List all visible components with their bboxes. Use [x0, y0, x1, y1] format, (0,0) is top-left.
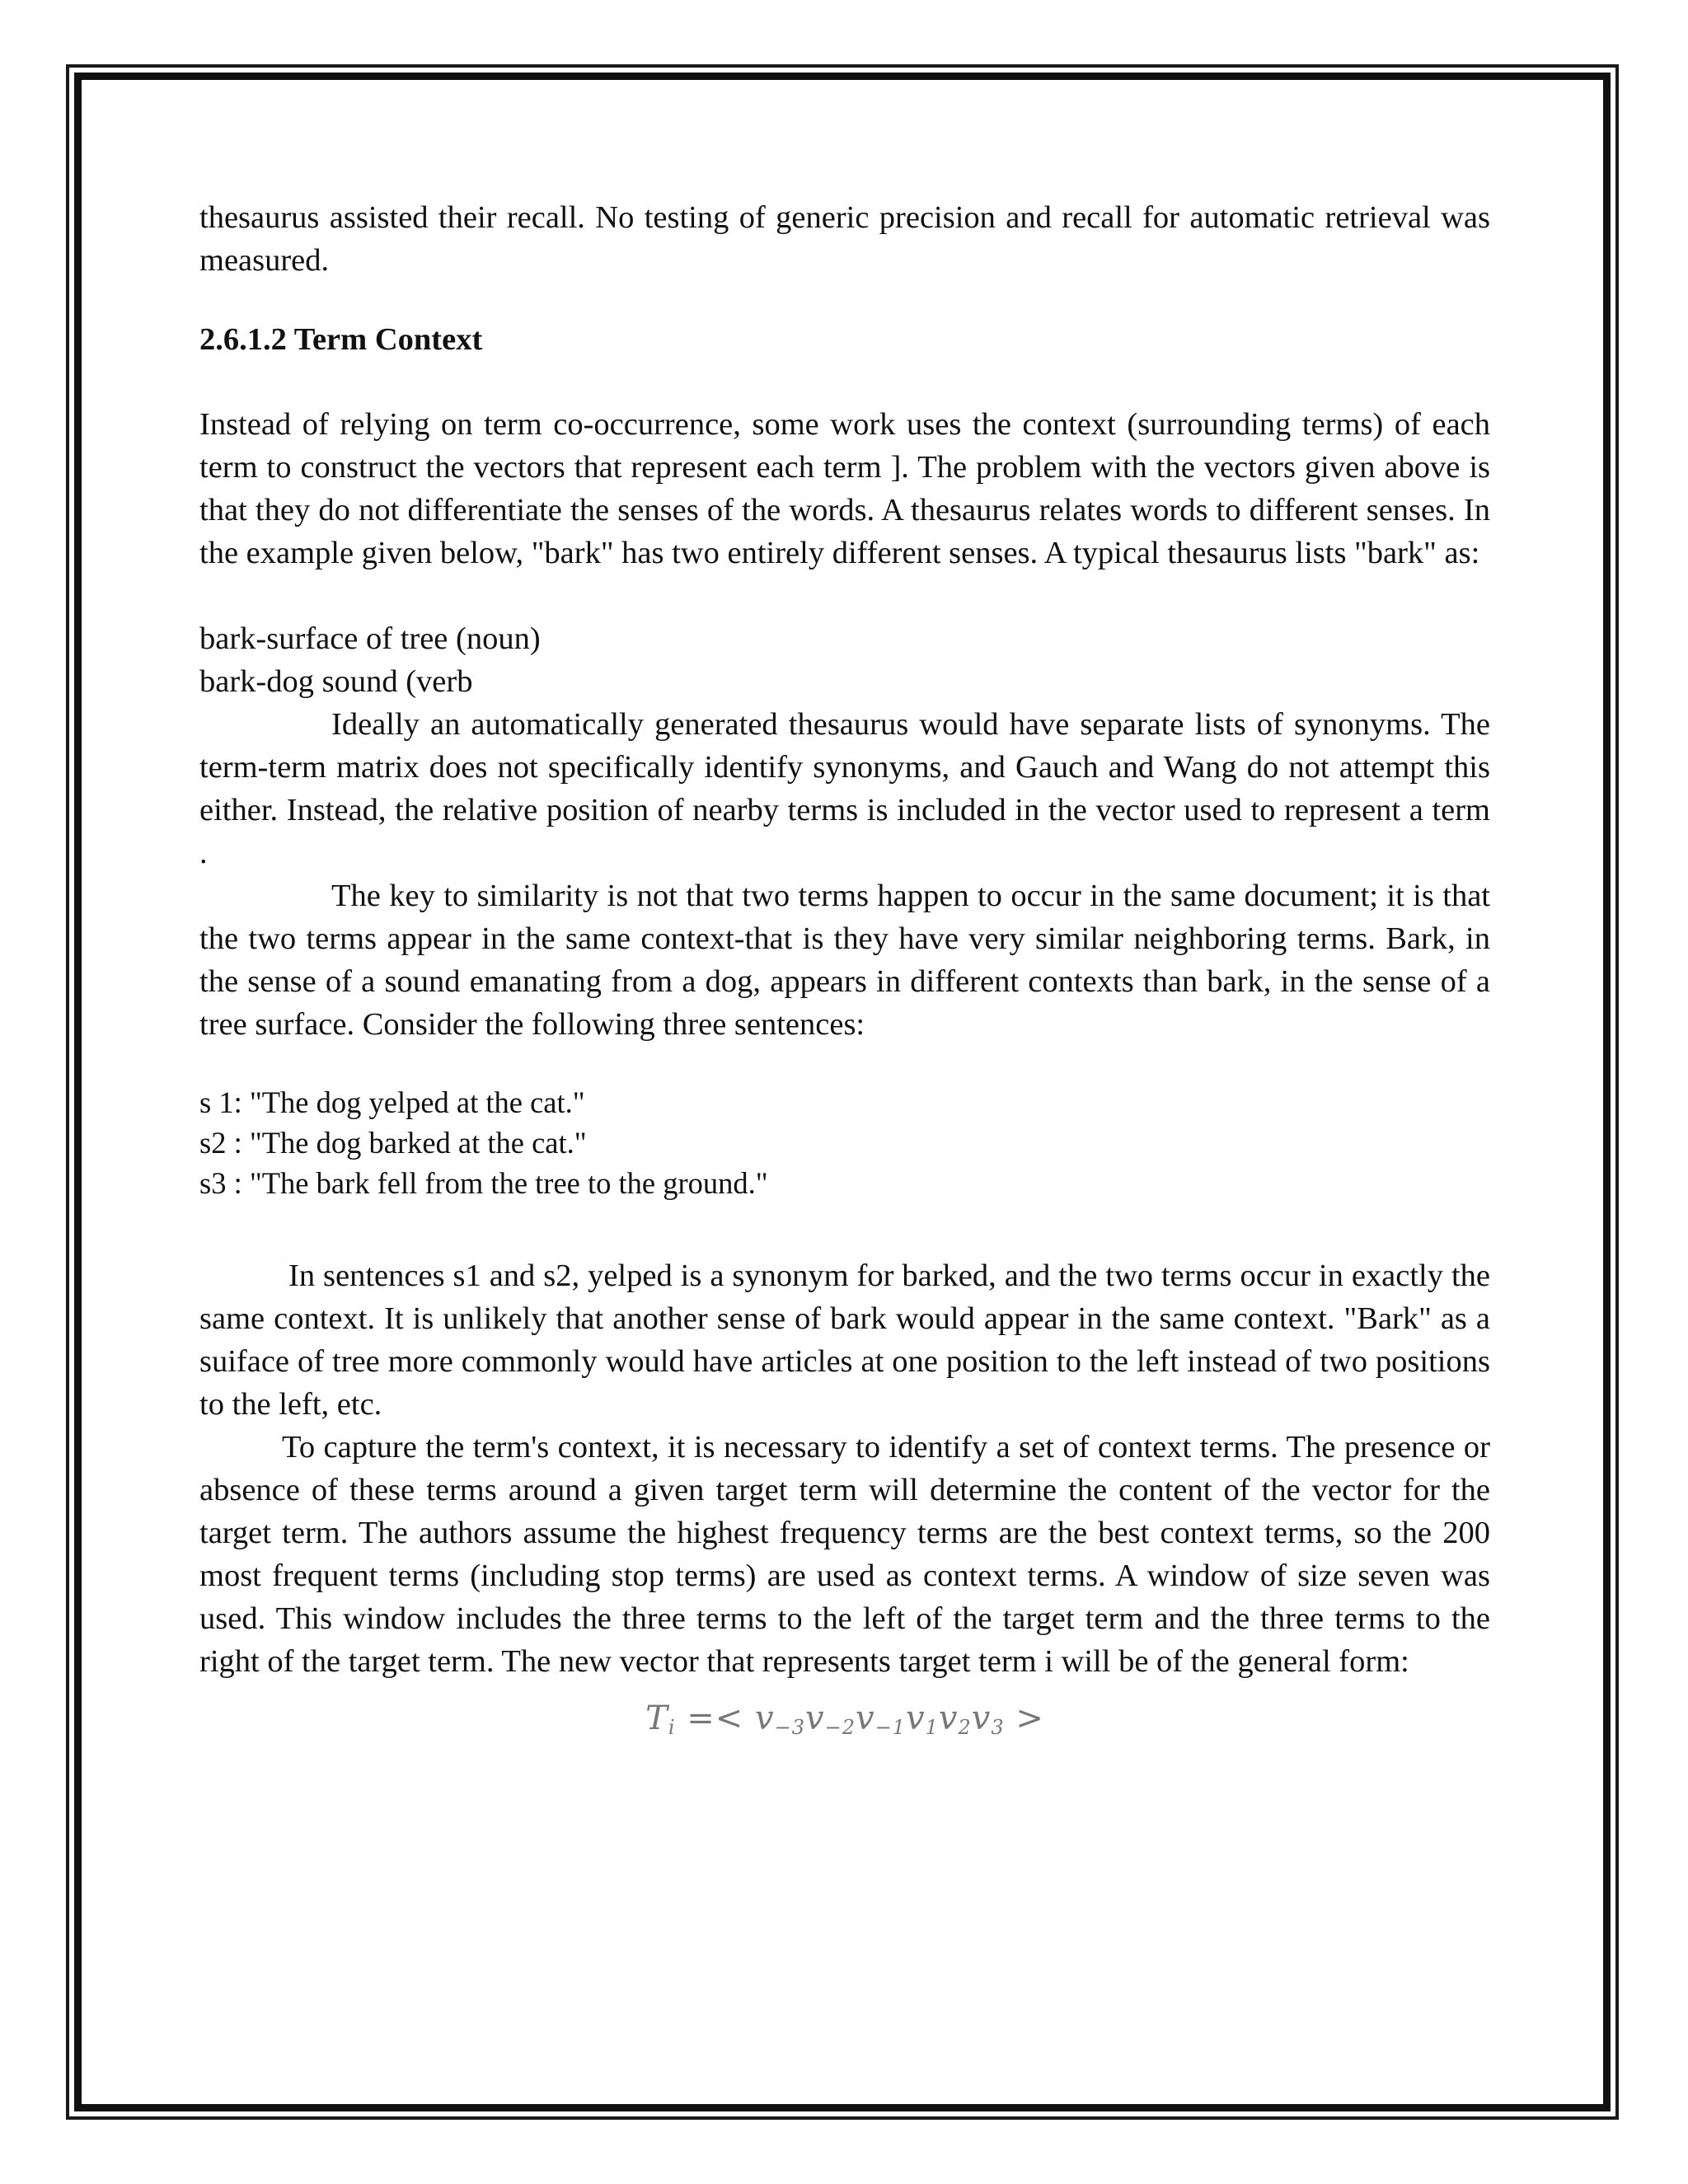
- example-sentence: s3 : "The bark fell from the tree to the ground.": [199, 1166, 768, 1200]
- paragraph-similarity: The key to similarity is not that two terms happen to occur in the same document; it is that the two terms appear in the same context-that is they have very similar neighboring terms. Bark, in the sense of a sound emanating from a dog, appears in different contexts than bark, in the sense of a tree surface. Consider the following three sentences:: [199, 879, 1490, 1042]
- example-sentence: s2 : "The dog barked at the cat.": [199, 1126, 587, 1160]
- formula-term-subscript: −3: [774, 1716, 805, 1739]
- formula-term-subscript: −1: [874, 1716, 906, 1739]
- document-body: [199, 196, 1490, 1739]
- formula-lhs: T: [645, 1699, 668, 1737]
- formula-term: v: [971, 1699, 992, 1737]
- formula-term-subscript: 3: [991, 1716, 1005, 1739]
- formula-equals: =<: [675, 1699, 755, 1737]
- sense-list-item: bark-surface of tree (noun): [199, 621, 541, 656]
- vector-formula: [199, 1699, 1490, 1739]
- paragraph-context-terms: To capture the term's context, it is necessary to identify a set of context terms. The presence or absence of these terms around a given target term will determine the content of the vector for the target term. The authors assume the highest frequency terms are the best context terms, so the 200 most frequent terms (including stop terms) are used as context terms. A window of size seven was used. This window includes the three terms to the left of the target term and the three terms to the right of the target term. The new vector that represents target term i will be of the general form:: [199, 1430, 1490, 1679]
- example-sentence: s 1: "The dog yelped at the cat.": [199, 1085, 585, 1119]
- formula-term: v: [905, 1699, 926, 1737]
- formula-close: >: [1004, 1699, 1044, 1737]
- formula-term: v: [754, 1699, 775, 1737]
- section-heading: 2.6.1.2 Term Context: [199, 322, 483, 357]
- formula-term: v: [804, 1699, 825, 1737]
- formula-term: v: [855, 1699, 875, 1737]
- formula-term-subscript: 2: [958, 1716, 972, 1739]
- paragraph-sentence-analysis: In sentences s1 and s2, yelped is a synonym for barked, and the two terms occur in exactly the same context. It is unlikely that another sense of bark would appear in the same context. "Bark" as a suiface of tree more commonly would have articles at one position to the left instead of two positions to the left, etc.: [199, 1258, 1490, 1422]
- sense-list-item: bark-dog sound (verb: [199, 664, 473, 699]
- formula-term-subscript: −2: [824, 1716, 856, 1739]
- intro-paragraph: thesaurus assisted their recall. No testing of generic precision and recall for automatic retrieval was measured.: [199, 200, 1490, 278]
- formula-term-subscript: 1: [925, 1716, 939, 1739]
- formula-term: v: [938, 1699, 959, 1737]
- paragraph-term-context: Instead of relying on term co-occurrence, some work uses the context (surrounding terms) of each term to construct the vectors that represent each term ]. The problem with the vectors given above is that they do not differentiate the senses of the words. A thesaurus relates words to different senses. In the example given below, "bark" has two entirely different senses. A typical thesaurus lists "bark" as:: [199, 407, 1490, 570]
- paragraph-synonyms: Ideally an automatically generated thesaurus would have separate lists of synonyms. The term-term matrix does not specifically identify synonyms, and Gauch and Wang do not attempt this either. Instead, the relative position of nearby terms is included in the vector used to represent a term .: [199, 707, 1490, 870]
- formula-lhs-subscript: i: [668, 1716, 676, 1739]
